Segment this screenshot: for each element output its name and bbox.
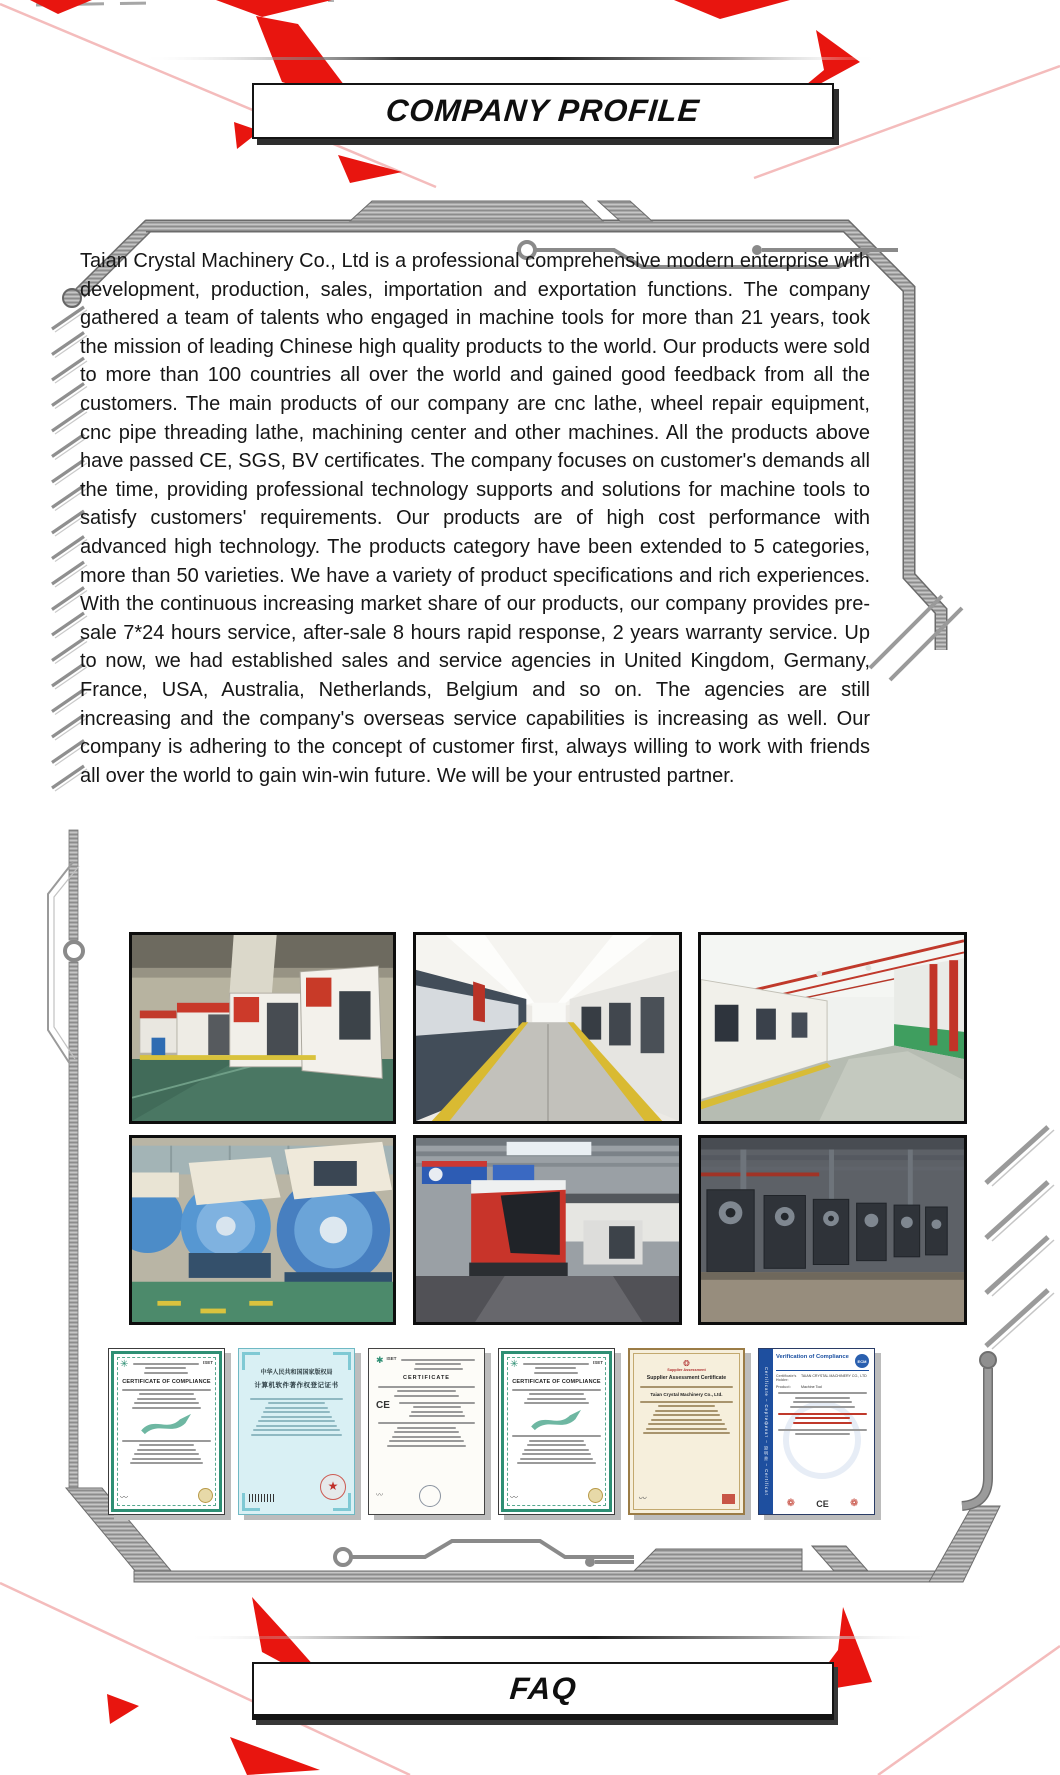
fine-print-line (250, 1398, 343, 1400)
company-name: Taian Crystal Machinery Co., Ltd. (650, 1392, 723, 1397)
factory-photo-4-art (132, 1138, 393, 1322)
certificate-title: 计算机软件著作权登记证书 (254, 1382, 339, 1389)
fine-print-line (409, 1415, 464, 1417)
metal-hook-right (962, 1352, 996, 1506)
factory-photo-4 (129, 1135, 396, 1325)
faq-title: FAQ (508, 1671, 578, 1706)
fine-print-line (653, 1414, 720, 1416)
factory-photo-6 (698, 1135, 967, 1325)
holder-label: Certificate's Holder: (776, 1374, 797, 1382)
certificate-of-compliance-1 (108, 1348, 225, 1515)
issuer-label: ISET (592, 1360, 603, 1365)
fine-print-line (778, 1392, 867, 1394)
fine-print-line (524, 1402, 588, 1404)
laurel-logo-icon: ✳ (120, 1359, 129, 1370)
about-paragraph: Taian Crystal Machinery Co., Ltd is a professional comprehensive modern enterprise with development, production, sales, importation and exportation functions. The company gathered a team of talents who engaged in machine tools for more than 21 years, took the mission of leading Chinese high quality products to the world. Our products were sold to more than 100 countries all over the world and gained good feedback from all the customers. The main products of our company are cnc lathe, wheel repair equipment, cnc pipe threading lathe, machining center and other machines. All the products above have passed CE, SGS, BV certificates. The company focuses on customer's demands all the time, providing professional technology supports and solutions for machine tools to satisfy customers' requirements. Our products are of high cost performance with advanced high technology. The products category have been extended to 5 categories, more than 50 varieties. We have a variety of product specifications and rich experiences. With the continuous increasing market share of our products, our company provides pre-sale 7*24 hours service, after-sale 8 hours rapid response, 2 years warranty service. Up to now, we had established sales and service agencies in United Kingdom, Germany, France, USA, Australia, Netherlands, Belgium and so on. The agencies are still increasing and the company's overseas service capabilities is increasing as well. Our company is adhering to the concept of customer first, always willing to work with friends all over the world to gain win-win future. We will be your entrusted partner. (80, 250, 870, 787)
fine-print-line (795, 1433, 850, 1435)
fine-print-line (130, 1462, 203, 1464)
fine-print-line (655, 1410, 717, 1412)
fine-print-line (132, 1407, 201, 1409)
fine-print-line (378, 1422, 475, 1424)
fine-print-line (415, 1363, 461, 1365)
green-swoosh-icon (522, 1408, 592, 1432)
laurel-logo-icon: ✳ (510, 1359, 519, 1370)
software-copyright-certificate (238, 1348, 355, 1515)
factory-photo-2 (413, 932, 682, 1124)
fine-print-line (529, 1393, 584, 1395)
fine-print-line (778, 1413, 867, 1415)
fine-print-line (145, 1367, 185, 1369)
certificate-side-band: Certificate – Сертификат – 證明書 – Certificat (759, 1349, 773, 1514)
fine-print-line (397, 1427, 457, 1429)
red-star-seal-icon: ★ (320, 1474, 346, 1500)
fine-print-line (251, 1434, 342, 1436)
top-rule (140, 57, 880, 60)
fine-print-line (387, 1445, 467, 1447)
fine-print-line (529, 1440, 584, 1442)
factory-photo-3 (698, 932, 967, 1124)
fine-print-line (413, 1406, 460, 1408)
company-profile-banner (252, 83, 834, 139)
fine-print-line (795, 1397, 850, 1399)
fine-print-line (527, 1398, 587, 1400)
fine-print-line (122, 1389, 211, 1391)
issuer-label: ISET (202, 1360, 213, 1365)
fine-print-line (139, 1393, 194, 1395)
fine-print-line (397, 1390, 457, 1392)
supplier-assessment-logo-text: Supplier Assessment (667, 1368, 706, 1372)
certificate-title: CERTIFICATE OF COMPLIANCE (512, 1379, 601, 1385)
fine-print-line (640, 1386, 733, 1388)
factory-photo-2-art (416, 935, 679, 1121)
fine-print-line (527, 1444, 587, 1446)
fine-print-line (144, 1372, 188, 1374)
fine-print-line (535, 1367, 575, 1369)
gold-seal-icon (588, 1488, 603, 1503)
verification-of-compliance-certificate (758, 1348, 875, 1515)
fine-print-line (793, 1422, 853, 1424)
factory-photo-5 (413, 1135, 682, 1325)
fine-print-line (648, 1423, 725, 1425)
fine-print-line (401, 1359, 475, 1361)
product-label: Product: (776, 1385, 791, 1389)
fine-print-line (640, 1401, 733, 1403)
signature-row: 〰︎ (376, 1483, 477, 1507)
fine-print-line (394, 1431, 459, 1433)
fine-print-line (790, 1406, 854, 1408)
fine-print-line (268, 1402, 325, 1404)
fine-print-line (399, 1402, 476, 1404)
fine-print-line (133, 1363, 199, 1365)
barcode (249, 1494, 275, 1502)
fine-print-line (517, 1462, 595, 1464)
signature: 〰︎ (638, 1494, 646, 1503)
fine-print-line (139, 1444, 194, 1446)
supplier-assessment-certificate (628, 1348, 745, 1515)
fine-print-line (256, 1425, 337, 1427)
certificate-title: Verification of Compliance (776, 1354, 849, 1360)
about-section (80, 247, 870, 790)
red-stamp-icon: ❁ (849, 1498, 859, 1509)
fine-print-line (122, 1440, 211, 1442)
fine-print-line (646, 1428, 727, 1430)
certificate-title: CERTIFICATE (403, 1375, 450, 1381)
metal-frame-left (48, 830, 83, 1492)
ce-mark: CE (376, 1400, 390, 1411)
ce-mark: CE (816, 1498, 829, 1509)
issuer-label: ISET (386, 1356, 397, 1361)
product-value: Machine Tool (801, 1385, 823, 1389)
gold-seal-icon (198, 1488, 213, 1503)
factory-photo-3-art (701, 935, 964, 1121)
factory-photo-1 (129, 932, 396, 1124)
authority-name: 中华人民共和国国家版权局 (260, 1370, 333, 1376)
ce-certificate (368, 1348, 485, 1515)
red-stamp-icon: ❁ (786, 1498, 795, 1509)
round-stamp-icon (419, 1485, 441, 1507)
fine-print-line (134, 1402, 198, 1404)
fine-print-line (512, 1435, 601, 1437)
fine-print-line (795, 1417, 850, 1419)
factory-photo-1-art (132, 935, 393, 1121)
factory-photo-5-art (416, 1138, 679, 1322)
fine-print-line (137, 1449, 197, 1451)
fine-print-line (132, 1458, 201, 1460)
fine-print-line (258, 1420, 335, 1422)
fine-print-line (523, 1363, 589, 1365)
fine-print-line (411, 1411, 462, 1413)
bottom-rule (185, 1636, 930, 1639)
fine-print-line (263, 1411, 330, 1413)
ecm-logo-icon: ECM (855, 1354, 869, 1368)
fine-print-line (261, 1416, 333, 1418)
fine-print-line (643, 1432, 729, 1434)
fine-print-line (134, 1453, 198, 1455)
fine-print-line (137, 1398, 197, 1400)
fine-print-line (253, 1429, 339, 1431)
supplier-assessment-logo-icon: ❂ (683, 1359, 690, 1368)
certificate-of-compliance-2 (498, 1348, 615, 1515)
holder-value: TAIAN CRYSTAL MACHINERY CO., LTD (801, 1374, 867, 1378)
fine-print-line (389, 1440, 464, 1442)
red-stamp-icon (722, 1494, 735, 1504)
certificate-title: CERTIFICATE OF COMPLIANCE (122, 1379, 211, 1385)
certificates-row (108, 1348, 875, 1515)
fine-print-line (658, 1405, 715, 1407)
fine-print-line (414, 1368, 464, 1370)
fine-print-line (394, 1395, 459, 1397)
company-profile-title: COMPANY PROFILE (384, 93, 702, 128)
fine-print-line (520, 1458, 593, 1460)
fine-print-line (778, 1429, 867, 1431)
fine-print-line (524, 1449, 588, 1451)
fine-print-line (392, 1436, 462, 1438)
fine-print-line (265, 1407, 327, 1409)
fine-print-line (522, 1453, 591, 1455)
factory-photo-6-art (701, 1138, 964, 1322)
fine-print-line (512, 1389, 601, 1391)
fine-print-line (793, 1401, 853, 1403)
fine-print-line (378, 1386, 475, 1388)
certificate-title: Supplier Assessment Certificate (646, 1375, 727, 1381)
signature-row: 〰︎ (510, 1488, 603, 1503)
green-swoosh-icon (132, 1412, 202, 1436)
signature-row: 〰︎ (120, 1488, 213, 1503)
faq-banner (252, 1662, 834, 1720)
laurel-logo-icon: ✱ (376, 1355, 384, 1365)
fine-print-line (651, 1419, 723, 1421)
fine-print-line (534, 1372, 578, 1374)
